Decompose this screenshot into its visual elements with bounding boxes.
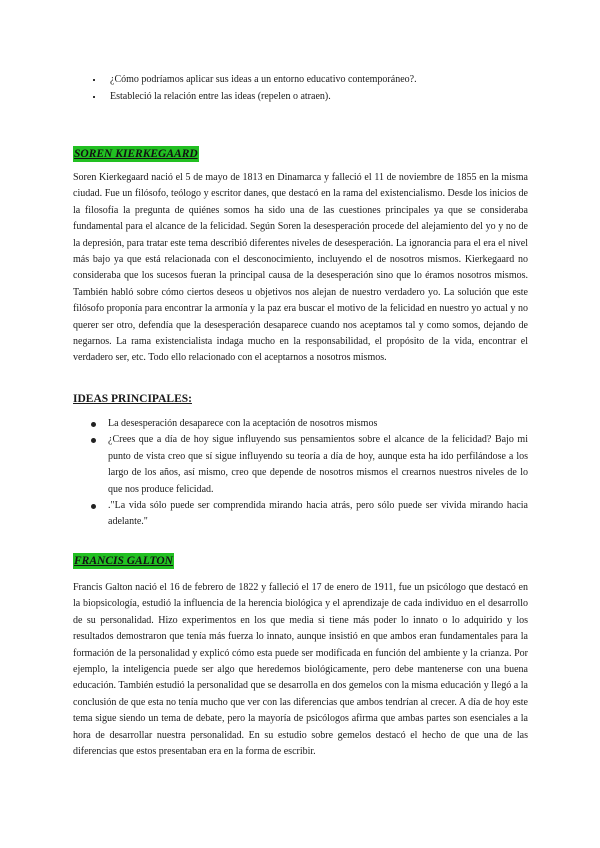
list-item: La desesperación desaparece con la aceptación de nosotros mismos [88, 416, 528, 432]
galton-paragraph: Francis Galton nació el 16 de febrero de 1822 y falleció el 17 de enero de 1911, fue un psicólogo que destacó en la biopsicología, estudió la influencia de la herencia biológica y el aprendizaje de cada individuo en el desarrollo de su personalidad. Hizo experimentos en los que media si tiene más poder lo innato o lo adquirido y los resultados demostraron que tenía más fuerza lo innato, aunque insistió en que ambos eran fundamentales para la formación de la personalidad y explicó cómo esta puede ser modificada en función del ambiente y la crianza. Por ejemplo, la inteligencia puede ser algo que heredemos biológicamente, pero debe mantenerse con una buena educación. También estudió la personalidad que se desarrolla en dos gemelos con la misma educación y llegó a la conclusión de que esta no tenía mucho que ver con las diferencias que ambos tendrían al crecer. A día de hoy este tema sigue siendo un tema de debate, pero la mayoría de psicólogos afirma que ambas partes son esenciales a la hora de desarrollar nuestra personalidad. En su estudio sobre gemelos destacó el hecho de que una de las diferencias que estos presentaban era en la forma de escribir. [73, 582, 528, 758]
ideas-list [88, 416, 528, 531]
ideas-principales-heading: IDEAS PRINCIPALES: [73, 393, 192, 405]
section-heading-galton: FRANCIS GALTON [74, 555, 173, 567]
list-item: Estableció la relación entre las ideas (repelen o atraen). [90, 88, 530, 105]
kierkegaard-paragraph: Soren Kierkegaard nació el 5 de mayo de 1813 en Dinamarca y falleció el 11 de noviembre de 1855 en la misma ciudad. Fue un filósofo, teólogo y escritor danes, que destacó en la rama del existencialismo. Desde los inicios de la filosofía la pregunta de quiénes somos ha sido una de las cuestiones principales ya que se consideraba fundamental para el alcance de la felicidad. Según Soren la desesperación procede del alejamiento del yo y no de la depresión, para tratar este tema describió diferentes niveles de desesperación. La ignorancia para el era el nivel más bajo ya que está relacionada con el desconocimiento, incluyendo el de nosotros mismos. Kierkegaard no consideraba que los sucesos fueran la principal causa de la desesperación sino que lo éramos nosotros mismos. También habló sobre cómo ciertos deseos u objetivos nos alejan de nuestro verdadero yo. La solución que este filósofo proponía para encontrar la armonía y la paz era buscar el motivo de la felicidad en nuestro yo actual y no querer ser otro, defendía que la desesperación desaparece cuando nos aceptamos tal y como somos, dejando de negarnos. La rama existencialista indaga mucho en la responsabilidad, el propósito de la vida, encontrar el verdadero ser, etc. Todo ello relacionado con el aceptarnos a nosotros mismos. [73, 172, 528, 364]
list-item: ."La vida sólo puede ser comprendida mirando hacia atrás, pero sólo puede ser vivida mirando hacia adelante." [88, 498, 528, 531]
reflection-question-list [90, 71, 530, 105]
list-item: ¿Cómo podríamos aplicar sus ideas a un entorno educativo contemporáneo?. [90, 71, 530, 88]
section-heading-kierkegaard: SOREN KIERKEGAARD [74, 148, 198, 160]
list-item: ¿Crees que a día de hoy sigue influyendo sus pensamientos sobre el alcance de la felicidad? Bajo mi punto de vista creo que sí sigue influyendo su teoría a día de hoy, aunque esta ha ido perfilándose a los largo de los años, así mismo, creo que depende de nosotros mismos el crearnos nuestros niveles de lo que nos produce felicidad. [88, 432, 528, 498]
